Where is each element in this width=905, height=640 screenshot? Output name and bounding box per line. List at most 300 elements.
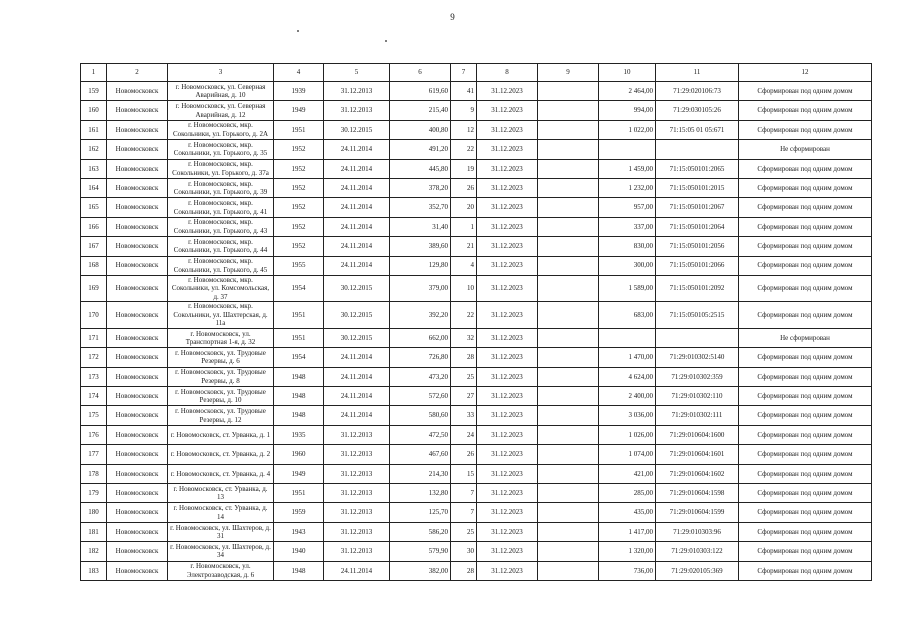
row-number-cell: 170 [81,302,107,329]
survey-date-cell: 24.11.2014 [324,140,390,159]
count-cell: 25 [451,522,477,541]
cadastral-number-cell: 71:29:010302:111 [656,406,739,425]
city-cell: Новомосковск [107,120,168,139]
cadastral-number-cell: 71:29:010303:96 [656,522,739,541]
address-cell: г. Новомосковск, мкр. Сокольники, ул. Горького, д. 43 [168,217,274,236]
area-cell: 378,20 [390,178,451,197]
address-cell: г. Новомосковск, мкр. Сокольники, ул. Горького, д. 39 [168,178,274,197]
empty-cell [538,367,599,386]
land-area-cell: 957,00 [599,198,656,217]
column-header: 12 [739,64,872,82]
row-number-cell: 178 [81,464,107,483]
survey-date-cell: 24.11.2014 [324,367,390,386]
address-cell: г. Новомосковск, мкр. Сокольники, ул. Горького, д. 44 [168,237,274,256]
area-cell: 400,80 [390,120,451,139]
city-cell: Новомосковск [107,328,168,347]
land-area-cell: 1 022,00 [599,120,656,139]
table-row [81,198,872,217]
year-cell: 1960 [274,445,324,464]
status-cell: Сформирован под одним домом [739,542,872,561]
planned-date-cell: 31.12.2023 [477,178,538,197]
address-cell: г. Новомосковск, ст. Урванка, д. 13 [168,484,274,503]
count-cell: 20 [451,198,477,217]
planned-date-cell: 31.12.2023 [477,120,538,139]
address-cell: г. Новомосковск, мкр. Сокольники, ул. Горького, д. 45 [168,256,274,275]
city-cell: Новомосковск [107,256,168,275]
row-number-cell: 182 [81,542,107,561]
table-row [81,542,872,561]
city-cell: Новомосковск [107,217,168,236]
count-cell: 9 [451,101,477,120]
table-row [81,464,872,483]
land-area-cell: 830,00 [599,237,656,256]
cadastral-number-cell: 71:29:010604:1602 [656,464,739,483]
empty-cell [538,406,599,425]
empty-cell [538,101,599,120]
status-cell: Сформирован под одним домом [739,120,872,139]
cadastral-number-cell: 71:15:050101:2065 [656,159,739,178]
year-cell: 1952 [274,237,324,256]
year-cell: 1951 [274,484,324,503]
planned-date-cell: 31.12.2023 [477,217,538,236]
row-number-cell: 160 [81,101,107,120]
empty-cell [538,503,599,522]
cadastral-number-cell: 71:15:050101:2066 [656,256,739,275]
count-cell: 26 [451,445,477,464]
row-number-cell: 168 [81,256,107,275]
planned-date-cell: 31.12.2023 [477,101,538,120]
land-area-cell [599,328,656,347]
empty-cell [538,237,599,256]
city-cell: Новомосковск [107,561,168,580]
address-cell: г. Новомосковск, ул. Трудовые Резервы, д. 10 [168,387,274,406]
count-cell: 1 [451,217,477,236]
planned-date-cell: 31.12.2023 [477,445,538,464]
address-cell: г. Новомосковск, ул. Шахтеров, д. 31 [168,522,274,541]
table-row [81,503,872,522]
survey-date-cell: 24.11.2014 [324,198,390,217]
status-cell: Сформирован под одним домом [739,387,872,406]
header-row [81,64,872,82]
year-cell: 1954 [274,275,324,302]
city-cell: Новомосковск [107,348,168,367]
land-area-cell: 1 589,00 [599,275,656,302]
empty-cell [538,561,599,580]
city-cell: Новомосковск [107,464,168,483]
city-cell: Новомосковск [107,503,168,522]
city-cell: Новомосковск [107,82,168,101]
city-cell: Новомосковск [107,542,168,561]
year-cell: 1952 [274,159,324,178]
cadastral-number-cell: 71:29:010604:1601 [656,445,739,464]
count-cell: 12 [451,120,477,139]
area-cell: 392,20 [390,302,451,329]
cadastral-number-cell: 71:15:050101:2064 [656,217,739,236]
count-cell: 25 [451,367,477,386]
column-header: 1 [81,64,107,82]
area-cell: 619,60 [390,82,451,101]
cadastral-number-cell: 71:15:050101:2092 [656,275,739,302]
empty-cell [538,484,599,503]
status-cell: Сформирован под одним домом [739,159,872,178]
status-cell: Сформирован под одним домом [739,561,872,580]
planned-date-cell: 31.12.2023 [477,348,538,367]
row-number-cell: 164 [81,178,107,197]
land-area-cell: 1 026,00 [599,425,656,444]
area-cell: 472,50 [390,425,451,444]
planned-date-cell: 31.12.2023 [477,561,538,580]
year-cell: 1949 [274,101,324,120]
address-cell: г. Новомосковск, мкр. Сокольники, ул. Шахтерская, д. 11а [168,302,274,329]
page-number: 9 [450,12,455,22]
city-cell: Новомосковск [107,367,168,386]
count-cell: 22 [451,140,477,159]
count-cell: 28 [451,561,477,580]
land-area-cell: 285,00 [599,484,656,503]
row-number-cell: 175 [81,406,107,425]
survey-date-cell: 31.12.2013 [324,82,390,101]
row-number-cell: 169 [81,275,107,302]
row-number-cell: 163 [81,159,107,178]
count-cell: 27 [451,387,477,406]
row-number-cell: 162 [81,140,107,159]
empty-cell [538,328,599,347]
count-cell: 15 [451,464,477,483]
address-cell: г. Новомосковск, ул. Северная Аварийная, д. 10 [168,82,274,101]
city-cell: Новомосковск [107,178,168,197]
area-cell: 579,90 [390,542,451,561]
planned-date-cell: 31.12.2023 [477,522,538,541]
status-cell: Сформирован под одним домом [739,302,872,329]
row-number-cell: 172 [81,348,107,367]
cadastral-number-cell: 71:29:010302:5140 [656,348,739,367]
cadastral-number-cell: 71:29:010302:110 [656,387,739,406]
row-number-cell: 161 [81,120,107,139]
area-cell: 215,40 [390,101,451,120]
year-cell: 1952 [274,217,324,236]
area-cell: 473,20 [390,367,451,386]
survey-date-cell: 24.11.2014 [324,256,390,275]
column-header: 7 [451,64,477,82]
count-cell: 30 [451,542,477,561]
status-cell: Сформирован под одним домом [739,275,872,302]
status-cell: Сформирован под одним домом [739,178,872,197]
address-cell: г. Новомосковск, ул. Трудовые Резервы, д. 12 [168,406,274,425]
empty-cell [538,425,599,444]
row-number-cell: 174 [81,387,107,406]
year-cell: 1959 [274,503,324,522]
year-cell: 1951 [274,120,324,139]
address-cell: г. Новомосковск, ст. Урванка, д. 1 [168,425,274,444]
survey-date-cell: 30.12.2015 [324,302,390,329]
row-number-cell: 183 [81,561,107,580]
status-cell: Сформирован под одним домом [739,256,872,275]
land-area-cell: 4 624,00 [599,367,656,386]
status-cell: Сформирован под одним домом [739,445,872,464]
table-row [81,367,872,386]
area-cell: 662,00 [390,328,451,347]
land-area-cell: 1 232,00 [599,178,656,197]
table-row [81,328,872,347]
count-cell: 19 [451,159,477,178]
address-cell: г. Новомосковск, ул. Северная Аварийная, д. 12 [168,101,274,120]
cadastral-number-cell: 71:15:050101:2015 [656,178,739,197]
land-area-cell [599,140,656,159]
address-cell: г. Новомосковск, мкр. Сокольники, ул. Горького, д. 35 [168,140,274,159]
survey-date-cell: 24.11.2014 [324,561,390,580]
planned-date-cell: 31.12.2023 [477,542,538,561]
row-number-cell: 166 [81,217,107,236]
survey-date-cell: 24.11.2014 [324,406,390,425]
city-cell: Новомосковск [107,522,168,541]
planned-date-cell: 31.12.2023 [477,82,538,101]
address-cell: г. Новомосковск, мкр. Сокольники, ул. Горького, д. 2А [168,120,274,139]
status-cell: Сформирован под одним домом [739,503,872,522]
land-area-cell: 1 459,00 [599,159,656,178]
planned-date-cell: 31.12.2023 [477,406,538,425]
address-cell: г. Новомосковск, ул. Шахтеров, д. 34 [168,542,274,561]
empty-cell [538,445,599,464]
land-area-cell: 1 470,00 [599,348,656,367]
empty-cell [538,159,599,178]
status-cell: Не сформирован [739,140,872,159]
land-area-cell: 1 320,00 [599,542,656,561]
land-area-cell: 683,00 [599,302,656,329]
column-header: 3 [168,64,274,82]
area-cell: 491,20 [390,140,451,159]
table-row [81,445,872,464]
city-cell: Новомосковск [107,445,168,464]
area-cell: 389,60 [390,237,451,256]
survey-date-cell: 31.12.2013 [324,464,390,483]
address-cell: г. Новомосковск, ст. Урванка, д. 4 [168,464,274,483]
address-cell: г. Новомосковск, ул. Транспортная 1-я, д. 32 [168,328,274,347]
year-cell: 1948 [274,561,324,580]
planned-date-cell: 31.12.2023 [477,503,538,522]
land-area-cell: 3 036,00 [599,406,656,425]
scan-speck [385,40,387,42]
address-cell: г. Новомосковск, ст. Урванка, д. 14 [168,503,274,522]
survey-date-cell: 31.12.2013 [324,484,390,503]
survey-date-cell: 24.11.2014 [324,348,390,367]
status-cell: Сформирован под одним домом [739,101,872,120]
survey-date-cell: 24.11.2014 [324,217,390,236]
city-cell: Новомосковск [107,387,168,406]
city-cell: Новомосковск [107,406,168,425]
survey-date-cell: 30.12.2015 [324,328,390,347]
column-header: 2 [107,64,168,82]
area-cell: 580,60 [390,406,451,425]
empty-cell [538,178,599,197]
area-cell: 132,80 [390,484,451,503]
survey-date-cell: 30.12.2015 [324,120,390,139]
cadastral-number-cell: 71:29:020105:369 [656,561,739,580]
planned-date-cell: 31.12.2023 [477,464,538,483]
column-header: 11 [656,64,739,82]
table-row [81,82,872,101]
count-cell: 4 [451,256,477,275]
table-row [81,484,872,503]
planned-date-cell: 31.12.2023 [477,237,538,256]
year-cell: 1951 [274,302,324,329]
planned-date-cell: 31.12.2023 [477,425,538,444]
empty-cell [538,82,599,101]
table-row [81,256,872,275]
planned-date-cell: 31.12.2023 [477,328,538,347]
address-cell: г. Новомосковск, ст. Урванка, д. 2 [168,445,274,464]
land-area-cell: 421,00 [599,464,656,483]
table-row [81,120,872,139]
table-row [81,425,872,444]
column-header: 4 [274,64,324,82]
year-cell: 1935 [274,425,324,444]
land-area-cell: 1 074,00 [599,445,656,464]
cadastral-number-cell: 71:15:05 01 05:671 [656,120,739,139]
status-cell: Сформирован под одним домом [739,237,872,256]
cadastral-number-cell: 71:29:010604:1598 [656,484,739,503]
survey-date-cell: 24.11.2014 [324,237,390,256]
status-cell: Сформирован под одним домом [739,522,872,541]
row-number-cell: 177 [81,445,107,464]
table-row [81,101,872,120]
status-cell: Сформирован под одним домом [739,367,872,386]
city-cell: Новомосковск [107,302,168,329]
status-cell: Сформирован под одним домом [739,464,872,483]
year-cell: 1954 [274,348,324,367]
count-cell: 24 [451,425,477,444]
address-cell: г. Новомосковск, ул. Электрозаводская, д. 6 [168,561,274,580]
year-cell: 1949 [274,464,324,483]
survey-date-cell: 24.11.2014 [324,178,390,197]
address-cell: г. Новомосковск, мкр. Сокольники, ул. Комсомольская, д. 37 [168,275,274,302]
column-header: 9 [538,64,599,82]
year-cell: 1952 [274,178,324,197]
year-cell: 1952 [274,140,324,159]
city-cell: Новомосковск [107,159,168,178]
cadastral-number-cell: 71:15:050105:2515 [656,302,739,329]
table-row [81,217,872,236]
planned-date-cell: 31.12.2023 [477,387,538,406]
count-cell: 33 [451,406,477,425]
year-cell: 1948 [274,367,324,386]
area-cell: 467,60 [390,445,451,464]
survey-date-cell: 31.12.2013 [324,503,390,522]
land-area-cell: 1 417,00 [599,522,656,541]
cadastral-number-cell: 71:15:050101:2067 [656,198,739,217]
column-header: 6 [390,64,451,82]
city-cell: Новомосковск [107,140,168,159]
empty-cell [538,275,599,302]
row-number-cell: 176 [81,425,107,444]
scan-speck [297,30,299,32]
row-number-cell: 167 [81,237,107,256]
survey-date-cell: 31.12.2013 [324,522,390,541]
planned-date-cell: 31.12.2023 [477,484,538,503]
empty-cell [538,542,599,561]
empty-cell [538,348,599,367]
address-cell: г. Новомосковск, мкр. Сокольники, ул. Горького, д. 41 [168,198,274,217]
cadastral-number-cell: 71:29:010303:122 [656,542,739,561]
planned-date-cell: 31.12.2023 [477,198,538,217]
count-cell: 28 [451,348,477,367]
status-cell: Сформирован под одним домом [739,82,872,101]
status-cell: Сформирован под одним домом [739,484,872,503]
area-cell: 352,70 [390,198,451,217]
row-number-cell: 159 [81,82,107,101]
address-cell: г. Новомосковск, мкр. Сокольники, ул. Горького, д. 37а [168,159,274,178]
survey-date-cell: 30.12.2015 [324,275,390,302]
area-cell: 129,80 [390,256,451,275]
year-cell: 1948 [274,406,324,425]
area-cell: 586,20 [390,522,451,541]
row-number-cell: 165 [81,198,107,217]
row-number-cell: 171 [81,328,107,347]
area-cell: 572,60 [390,387,451,406]
status-cell: Сформирован под одним домом [739,217,872,236]
area-cell: 382,00 [390,561,451,580]
table-row [81,159,872,178]
column-header: 5 [324,64,390,82]
survey-date-cell: 31.12.2013 [324,101,390,120]
year-cell: 1951 [274,328,324,347]
survey-date-cell: 24.11.2014 [324,159,390,178]
planned-date-cell: 31.12.2023 [477,159,538,178]
planned-date-cell: 31.12.2023 [477,275,538,302]
table-row [81,406,872,425]
table-row [81,237,872,256]
count-cell: 22 [451,302,477,329]
year-cell: 1948 [274,387,324,406]
cadastral-number-cell: 71:29:010604:1600 [656,425,739,444]
area-cell: 726,80 [390,348,451,367]
cadastral-number-cell [656,328,739,347]
land-area-cell: 2 464,00 [599,82,656,101]
cadastral-number-cell: 71:29:010604:1599 [656,503,739,522]
area-cell: 379,00 [390,275,451,302]
city-cell: Новомосковск [107,425,168,444]
count-cell: 41 [451,82,477,101]
year-cell: 1940 [274,542,324,561]
housing-registry-table [80,63,872,581]
table-row [81,302,872,329]
row-number-cell: 181 [81,522,107,541]
empty-cell [538,387,599,406]
cadastral-number-cell: 71:29:020106:73 [656,82,739,101]
status-cell: Не сформирован [739,328,872,347]
empty-cell [538,198,599,217]
count-cell: 32 [451,328,477,347]
survey-date-cell: 31.12.2013 [324,425,390,444]
land-area-cell: 300,00 [599,256,656,275]
cadastral-number-cell [656,140,739,159]
count-cell: 21 [451,237,477,256]
table-row [81,387,872,406]
row-number-cell: 179 [81,484,107,503]
table-row [81,275,872,302]
table-row [81,561,872,580]
survey-date-cell: 31.12.2013 [324,542,390,561]
city-cell: Новомосковск [107,484,168,503]
row-number-cell: 173 [81,367,107,386]
row-number-cell: 180 [81,503,107,522]
status-cell: Сформирован под одним домом [739,406,872,425]
count-cell: 7 [451,503,477,522]
count-cell: 7 [451,484,477,503]
survey-date-cell: 24.11.2014 [324,387,390,406]
empty-cell [538,217,599,236]
year-cell: 1939 [274,82,324,101]
empty-cell [538,256,599,275]
